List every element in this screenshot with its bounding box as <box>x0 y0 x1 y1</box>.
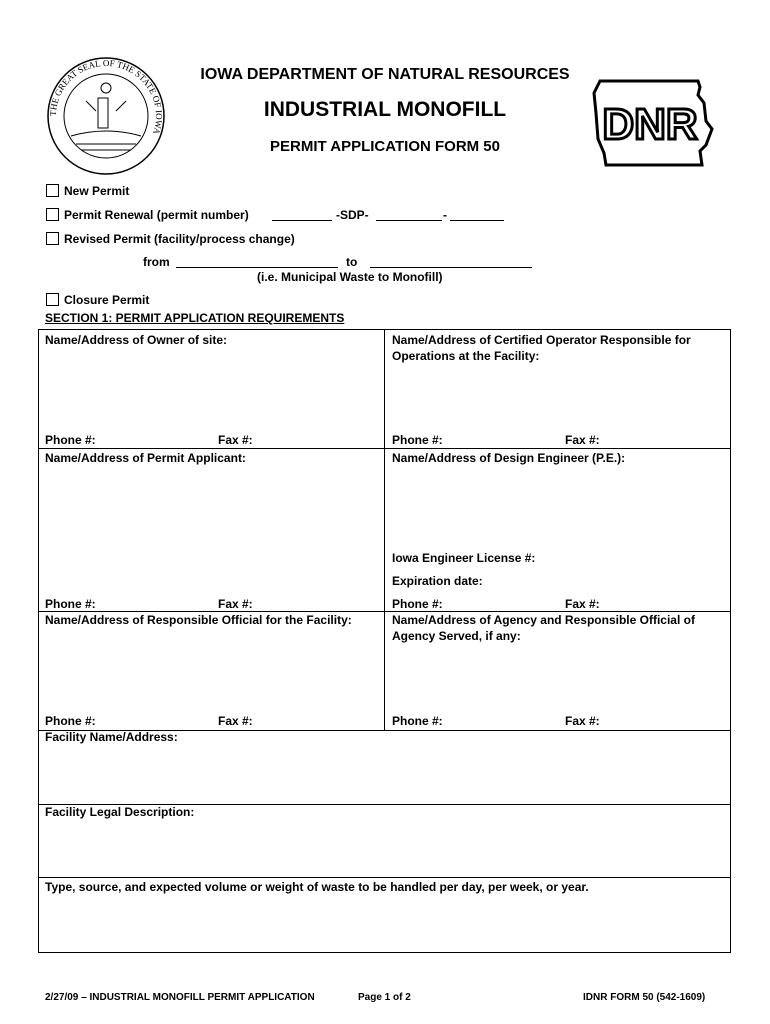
agency-fax-label: Fax #: <box>565 714 600 728</box>
permit-number-field-1[interactable] <box>272 208 332 221</box>
permit-renewal-checkbox[interactable] <box>46 208 59 221</box>
official-fax-label: Fax #: <box>218 714 253 728</box>
operator-fax-label: Fax #: <box>565 433 600 447</box>
agency-phone-label: Phone #: <box>392 714 443 728</box>
engineer-fax-label: Fax #: <box>565 597 600 611</box>
official-phone-label: Phone #: <box>45 714 96 728</box>
permit-number-field-3[interactable] <box>450 208 504 221</box>
owner-label: Name/Address of Owner of site: <box>45 333 228 347</box>
form-subtitle: PERMIT APPLICATION FORM 50 <box>269 138 500 155</box>
new-permit-label: New Permit <box>64 184 130 198</box>
dnr-logo <box>588 73 723 173</box>
table-row-divider <box>38 448 731 449</box>
applicant-label: Name/Address of Permit Applicant: <box>45 451 246 465</box>
closure-permit-label: Closure Permit <box>64 293 150 307</box>
owner-fax-label: Fax #: <box>218 433 253 447</box>
revised-example: (i.e. Municipal Waste to Monofill) <box>257 270 443 284</box>
permit-number-sdp: -SDP- <box>336 208 369 222</box>
revised-from-field[interactable] <box>176 255 338 268</box>
form-title: INDUSTRIAL MONOFILL <box>263 98 507 121</box>
engineer-phone-label: Phone #: <box>392 597 443 611</box>
waste-description-label: Type, source, and expected volume or weight of waste to be handled per day, per week, or year. <box>45 880 589 894</box>
footer-form-id: IDNR FORM 50 (542-1609) <box>583 992 706 1003</box>
closure-permit-checkbox[interactable] <box>46 293 59 306</box>
from-label: from <box>143 255 170 269</box>
applicant-phone-label: Phone #: <box>45 597 96 611</box>
legal-description-label: Facility Legal Description: <box>45 805 195 819</box>
revised-to-field[interactable] <box>370 255 532 268</box>
permit-renewal-label: Permit Renewal (permit number) <box>64 208 249 222</box>
owner-phone-label: Phone #: <box>45 433 96 447</box>
applicant-fax-label: Fax #: <box>218 597 253 611</box>
operator-label: Name/Address of Certified Operator Responsible for Operations at the Facility: <box>392 333 691 363</box>
to-label: to <box>346 255 358 269</box>
new-permit-checkbox[interactable] <box>46 184 59 197</box>
svg-text:DNR: DNR <box>602 100 698 149</box>
engineer-label: Name/Address of Design Engineer (P.E.): <box>392 451 626 465</box>
official-label: Name/Address of Responsible Official for the Facility: <box>45 613 352 627</box>
footer-page: Page 1 of 2 <box>358 992 411 1003</box>
table-column-divider <box>384 329 385 731</box>
operator-phone-label: Phone #: <box>392 433 443 447</box>
section-1-heading: SECTION 1: PERMIT APPLICATION REQUIREMENTS <box>45 311 345 325</box>
agency-label: Name/Address of Agency and Responsible Official of Agency Served, if any: <box>392 613 695 643</box>
engineer-expiration-label: Expiration date: <box>392 574 483 588</box>
facility-label: Facility Name/Address: <box>45 730 178 744</box>
permit-number-dash: - <box>443 208 447 222</box>
svg-text:THE GREAT SEAL OF THE STATE OF: THE GREAT SEAL OF THE STATE OF IOWA <box>47 57 165 136</box>
footer-left: 2/27/09 – INDUSTRIAL MONOFILL PERMIT APPLICATION <box>45 992 315 1003</box>
table-row-divider <box>38 877 731 878</box>
revised-permit-checkbox[interactable] <box>46 232 59 245</box>
permit-number-field-2[interactable] <box>376 208 442 221</box>
revised-permit-label: Revised Permit (facility/process change) <box>64 232 295 246</box>
agency-name: IOWA DEPARTMENT OF NATURAL RESOURCES <box>200 66 570 83</box>
engineer-license-label: Iowa Engineer License #: <box>392 551 536 565</box>
